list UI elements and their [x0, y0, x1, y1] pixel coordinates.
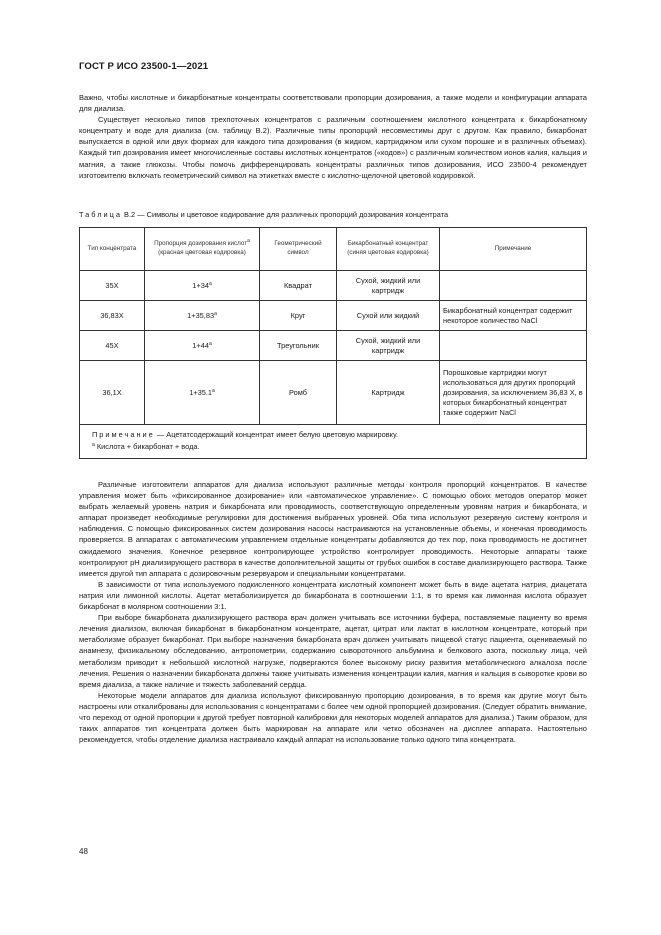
- cell-bicarb: Сухой, жидкий или картридж: [337, 271, 440, 301]
- ratio-table: [79, 227, 587, 459]
- cell-type: 36,1X: [80, 361, 145, 425]
- cell-symbol: Круг: [260, 301, 337, 331]
- cell-type: 45X: [80, 331, 145, 361]
- body-paragraph: В зависимости от типа используемого подкисленного концентрата кислотный компонент может быть в виде ацетата натрия, диацетата натрия или лимонной кислоты. Ацетат метаболизируется до бикарбоната в соотношении 1:1, в то время как лимонная кислота образует бикарбонат в молярном соотношении 3:1.: [79, 579, 587, 612]
- standard-header: ГОСТ Р ИСО 23500-1—2021: [79, 61, 209, 72]
- table-note-cell: [80, 425, 587, 459]
- body-paragraph: Различные изготовители аппаратов для диализа используют различные методы контроля пропорций концентратов. В качестве управления может быть «фиксированное дозирование» или «автоматическое управление». С помощью обоих методов оператор может выбрать желаемый уровень натрия и бикарбоната или проводимость, соответствующую определенным уровням натрия и бикарбоната, и аппарат произведет необходимые регулировки для достижения выбранных уровней. Оба типа используют резервную систему контроля и наблюдения. С помощью фиксированных систем дозирования насосы настраиваются на установленные объемы, и конечная проводимость проверяется. В аппаратах с автоматическим управлением отдельные концентраты добавляются до тех пор, пока проводимость не достигнет ожидаемого значения. Конечное резервное контролирующее устройство контролирует проводимость. Некоторые аппараты также контролируют pH диализирующего раствора в качестве дополнительной защиты от грубых ошибок в составе диализирующего раствора. Также имеется другой тип аппарата с дозировочным резервуаром и специальными концентратами.: [79, 480, 587, 578]
- intro-paragraph: Важно, чтобы кислотные и бикарбонатные концентраты соответствовали пропорции дозирования, а также модели и конфигурации аппарата для диализа.: [79, 93, 587, 114]
- cell-note: Бикарбонатный концентрат содержит некоторое количество NaCl: [440, 301, 587, 331]
- col-header-symbol: Геометрический символ: [260, 228, 337, 271]
- cell-type: 35X: [80, 271, 145, 301]
- table-caption: [79, 210, 589, 220]
- table-caption-text: В.2 — Символы и цветовое кодирование для различных пропорций дозирования концентрата: [124, 210, 449, 219]
- cell-symbol: Квадрат: [260, 271, 337, 301]
- table-row: [80, 301, 587, 331]
- table-header-row: [80, 228, 587, 271]
- col-header-bicarb: Бикарбонатный концентрат (синяя цветовая кодировка): [337, 228, 440, 271]
- cell-ratio: $1+35,83^а$: [145, 301, 260, 331]
- body-paragraph: Некоторые модели аппаратов для диализа используют фиксированную пропорцию дозирования, в то время как другие могут быть настроены или откалиброваны для использования с концентратами с более чем одной пропорцией дозирования. (Следует обратить внимание, что переход от одной пропорции к другой требует повторной калибровки для некоторых моделей аппаратов для диализа.) Таким образом, для таких аппаратов тип концентрата должен быть маркирован на аппарате или четко обозначен на дисплее аппарата. Настоятельно рекомендуется, чтобы отделение диализа настраивало каждый аппарат на использование только одного типа концентрата.: [79, 690, 587, 745]
- table-note: Примечание — Ацетатсодержащий концентрат имеет белую цветовую маркировку.: [92, 430, 398, 439]
- table-row: [80, 331, 587, 361]
- cell-symbol: Треугольник: [260, 331, 337, 361]
- cell-symbol: Ромб: [260, 361, 337, 425]
- table-caption-label: Таблица: [79, 210, 122, 219]
- cell-ratio: $1+44^а$: [145, 331, 260, 361]
- cell-bicarb: Картридж: [337, 361, 440, 425]
- table-row: [80, 271, 587, 301]
- intro-section: [79, 92, 587, 181]
- table-footnote: $^а$ Кислота + бикарбонат + вода.: [92, 442, 200, 451]
- table-note-row: [80, 425, 587, 459]
- col-header-type: Тип концентрата: [80, 228, 145, 271]
- cell-note: [440, 271, 587, 301]
- cell-type: 36,83X: [80, 301, 145, 331]
- cell-bicarb: Сухой, жидкий или картридж: [337, 331, 440, 361]
- cell-note: Порошковые картриджи могут использоваться для других пропорций дозирования, за исключением 36,83 Х, в которых бикарбонатный концентрат также содержит NaCl: [440, 361, 587, 425]
- cell-bicarb: Сухой или жидкий: [337, 301, 440, 331]
- main-text: [79, 479, 587, 745]
- table-row: [80, 361, 587, 425]
- page-number: 48: [79, 847, 88, 856]
- cell-note: [440, 331, 587, 361]
- intro-paragraph: Существует несколько типов трехпоточных концентратов с различным соотношением кислотного концентрата к бикарбонатному концентрату и воде для диализа (см. таблицу В.2). Различные типы пропорций несовместимы друг с другом. Как правило, бикарбонат выпускается в одной или двух формах для каждого типа дозирования (в жидком, картриджном или сухом порошке и в различных объемах). Каждый тип дозирования имеет многочисленные составы кислотных концентратов («кодов») с различным количеством ионов калия, кальция и магния, а также глюкозы. Чтобы помочь дифференцировать концентраты различных типов дозирования, ИСО 23500-4 рекомендует изготовителю включать геометрический символ на этикетках вместе с кислотно-щелочной цветовой кодировкой.: [79, 115, 587, 180]
- cell-ratio: $1+35.1^а$: [145, 361, 260, 425]
- body-paragraph: При выборе бикарбоната диализирующего раствора врач должен учитывать все источники буфера, поставляемые пациенту во время лечения диализом, включая бикарбонат в бикарбонатном концентрате, ацетат, цитрат или лактат в кислотном концентрате, который при метаболизме образует бикарбонат. При выборе назначения бикарбоната врач должен учитывать пищевой статус пациента, оцениваемый по анамнезу, физикальному обследованию, антропометрии, содержанию сывороточного альбумина и белкового азота, поскольку лица, чей метаболизм приводит к небольшой кислотной нагрузке, подвергаются более высокому риску развития метаболического алкалоза после лечения. Решения о назначении бикарбоната должны также учитывать изменения концентрации калия, магния и кальция в сыворотке крови во время диализа, а также наличие и тяжесть заболеваний сердца.: [79, 613, 587, 689]
- cell-ratio: $1+34^а$: [145, 271, 260, 301]
- col-header-note: Примечание: [440, 228, 587, 271]
- col-header-ratio: Пропорция дозирования кислот$^а$ (красная цветовая кодировка): [145, 228, 260, 271]
